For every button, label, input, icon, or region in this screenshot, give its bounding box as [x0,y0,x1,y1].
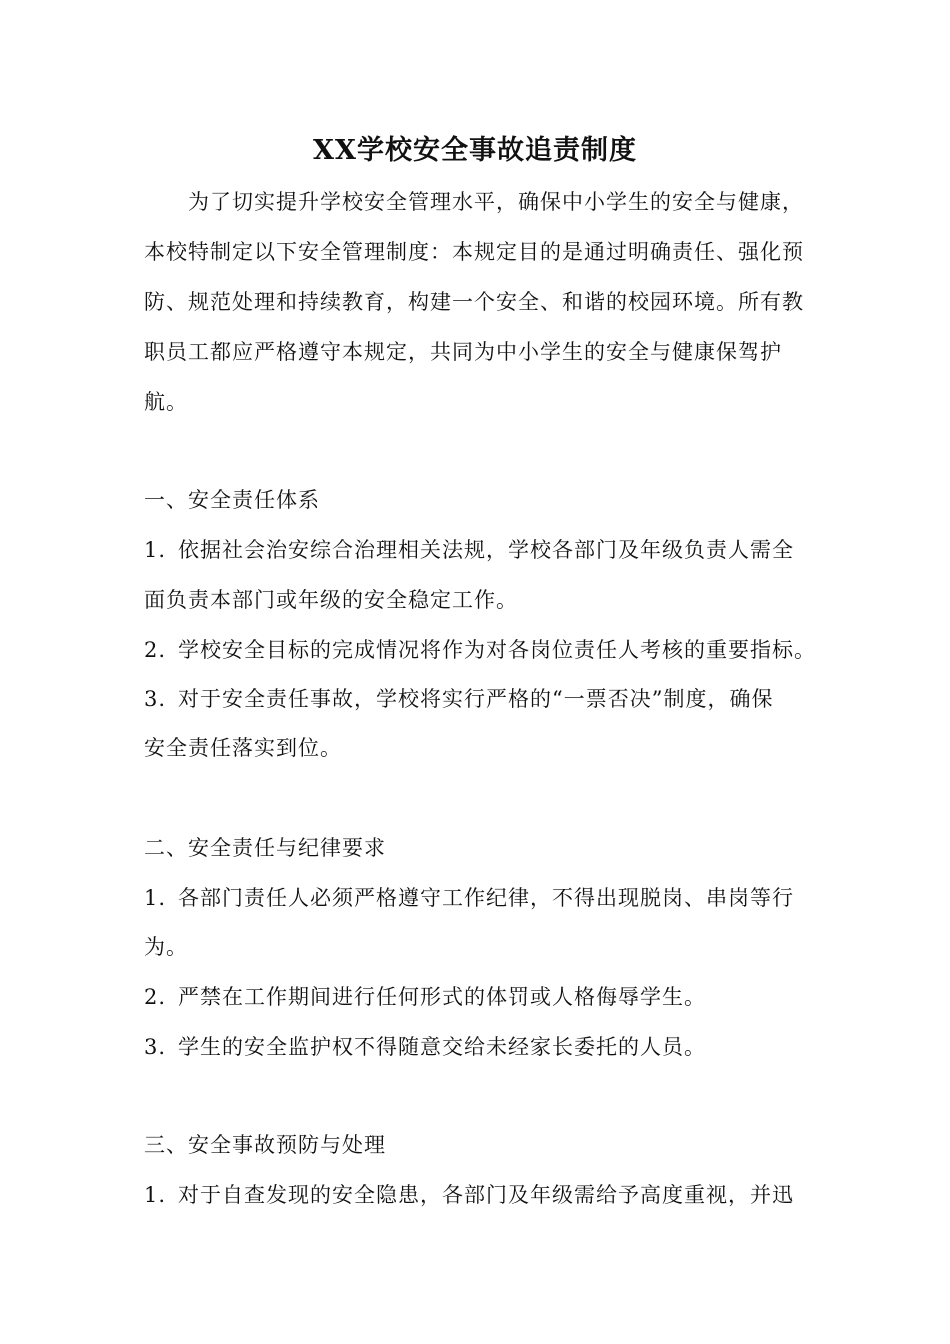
list-item [144,625,834,675]
list-item [144,1170,834,1220]
section-heading: 二、安全责任与纪律要求 [144,836,386,860]
section-heading: 一、安全责任体系 [144,488,320,512]
item-text: 对于自查发现的安全隐患，各部门及年级需给予高度重视，并迅 [178,1183,794,1207]
item-text: 对于安全责任事故，学校将实行严格的“一票否决”制度，确保 [178,687,774,711]
item-number: 1. [144,538,167,562]
item-text: 学生的安全监护权不得随意交给未经家长委托的人员。 [178,1035,706,1059]
item-number: 3. [144,1035,167,1059]
item-text: 各部门责任人必须严格遵守工作纪律，不得出现脱岗、串岗等行 [178,886,794,910]
item-number: 1. [144,1183,167,1207]
list-item [144,1022,834,1072]
item-continuation: 面负责本部门或年级的安全稳定工作。 [144,588,518,612]
item-continuation: 安全责任落实到位。 [144,736,342,760]
intro-paragraph: 为了切实提升学校安全管理水平，确保中小学生的安全与健康，本校特制定以下安全管理制度：本规定目的是通过明确责任、强化预防、规范处理和持续教育，构建一个安全、和谐的校园环境。所有教职员工都应严格遵守本规定，共同为中小学生的安全与健康保驾护航。 [144,190,804,414]
item-number: 3. [144,687,167,711]
item-number: 2. [144,985,167,1009]
document-title: XX学校安全事故追责制度 [313,135,637,166]
item-text: 严禁在工作期间进行任何形式的体罚或人格侮辱学生。 [178,985,706,1009]
item-continuation: 为。 [144,935,188,959]
list-item [144,674,834,724]
section-heading: 三、安全事故预防与处理 [144,1133,386,1157]
list-item [144,972,834,1022]
list-item [144,873,834,923]
item-text: 依据社会治安综合治理相关法规，学校各部门及年级负责人需全 [178,538,794,562]
item-number: 1. [144,886,167,910]
item-text: 学校安全目标的完成情况将作为对各岗位责任人考核的重要指标。 [178,638,816,662]
item-number: 2. [144,638,167,662]
list-item [144,525,834,575]
